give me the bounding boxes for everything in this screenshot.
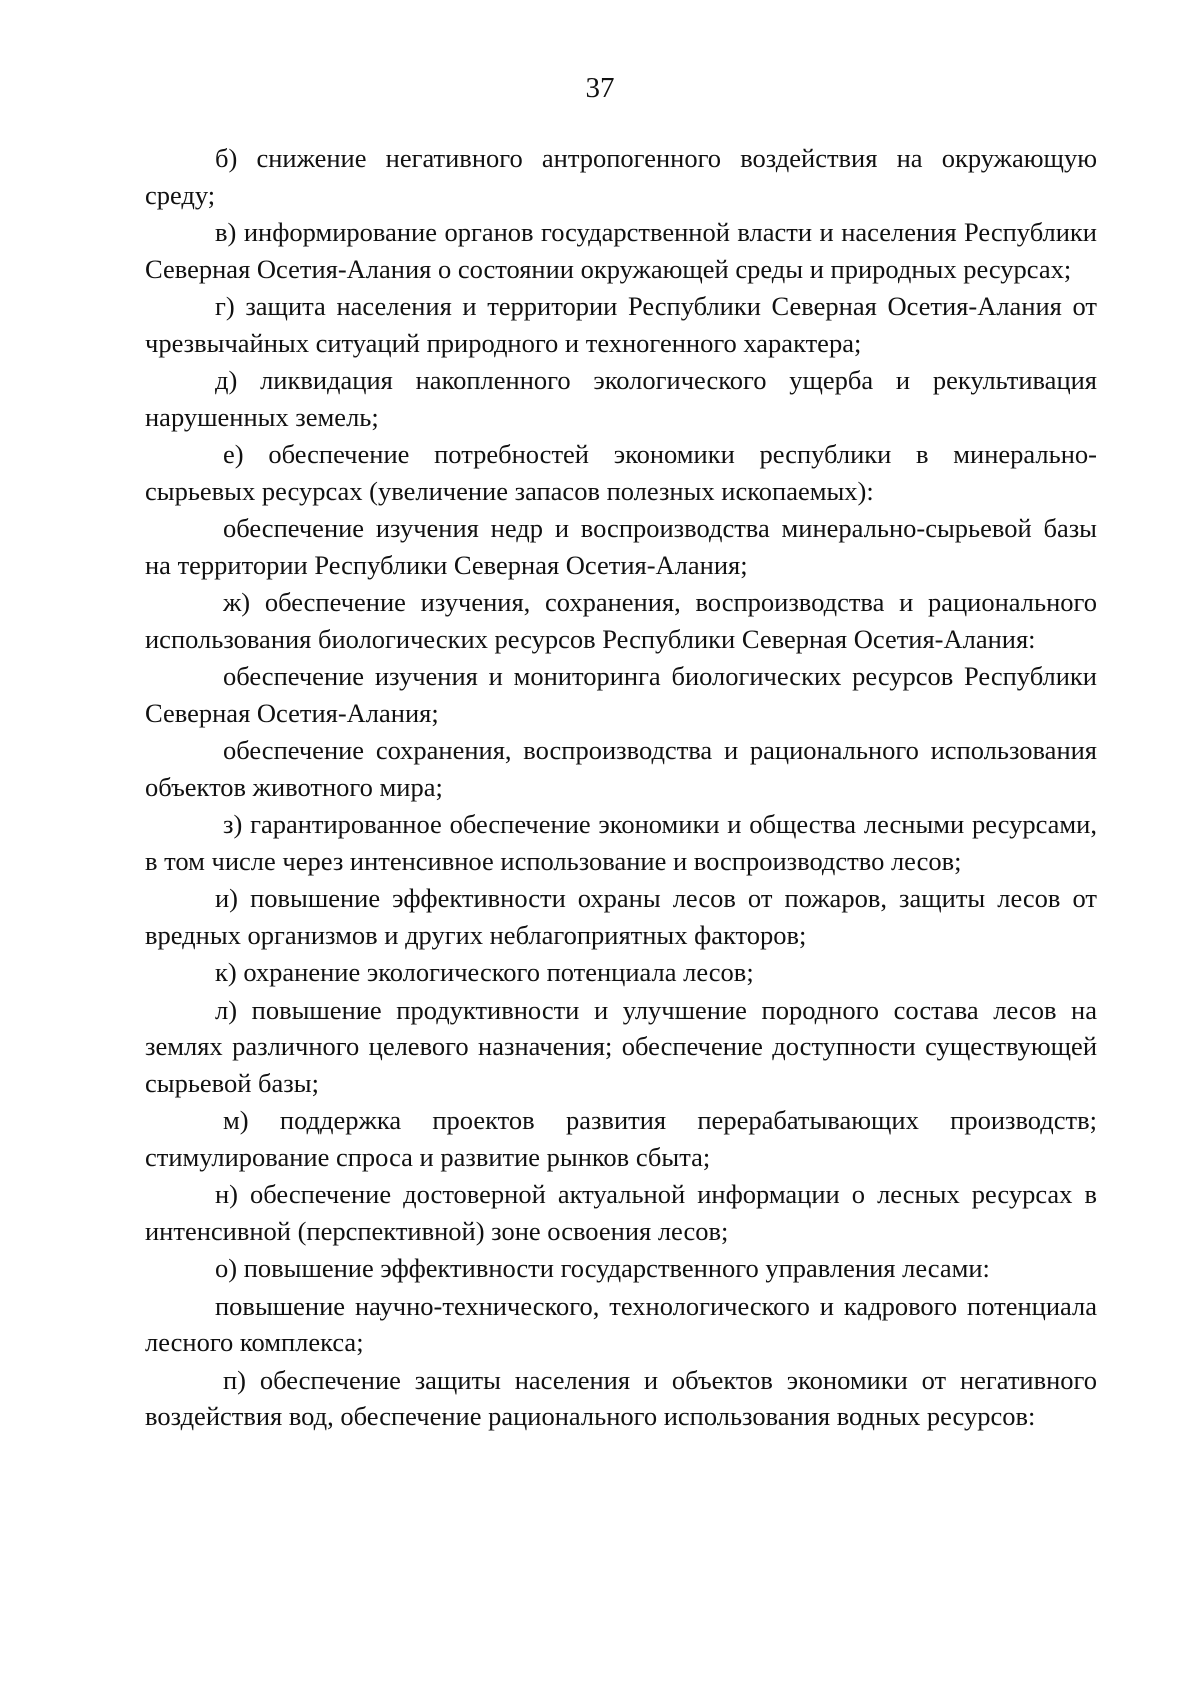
paragraph-d: д) ликвидация накопленного экологического ущерба и рекультивация нарушенных земель;: [145, 365, 1097, 432]
page-number: 37: [585, 72, 615, 104]
paragraph-e: е) обеспечение потребностей экономики республики в минерально-сырьевых ресурсах (увеличение запасов полезных ископаемых):: [145, 439, 1097, 506]
paragraph-k: к) охранение экологического потенциала лесов;: [215, 957, 754, 987]
paragraph-z: з) гарантированное обеспечение экономики и общества лесными ресурсами, в том числе через интенсивное использование и воспроизводство лесов;: [145, 809, 1097, 876]
paragraph-i: и) повышение эффективности охраны лесов от пожаров, защиты лесов от вредных организмов и других неблагоприятных факторов;: [145, 883, 1097, 950]
paragraph-m: м) поддержка проектов развития перерабатывающих производств; стимулирование спроса и развитие рынков сбыта;: [145, 1105, 1097, 1172]
paragraph-zh-sub-1: обеспечение изучения и мониторинга биологических ресурсов Республики Северная Осетия-Алания;: [145, 661, 1097, 728]
document-body: [145, 140, 1097, 1436]
paragraph-g: г) защита населения и территории Республики Северная Осетия-Алания от чрезвычайных ситуаций природного и техногенного характера;: [145, 291, 1097, 358]
paragraph-l: л) повышение продуктивности и улучшение породного состава лесов на землях различного целевого назначения; обеспечение доступности существующей сырьевой базы;: [145, 994, 1097, 1098]
paragraph-n: н) обеспечение достоверной актуальной информации о лесных ресурсах в интенсивной (перспективной) зоне освоения лесов;: [145, 1179, 1097, 1246]
paragraph-e-sub: обеспечение изучения недр и воспроизводства минерально-сырьевой базы на территории Республики Северная Осетия-Алания;: [145, 513, 1097, 580]
paragraph-p: п) обеспечение защиты населения и объектов экономики от негативного воздействия вод, обеспечение рационального использования водных ресурсов:: [145, 1364, 1097, 1431]
paragraph-v: в) информирование органов государственной власти и населения Республики Северная Осетия-Алания о состоянии окружающей среды и природных ресурсах;: [145, 217, 1097, 284]
paragraph-o: о) повышение эффективности государственного управления лесами:: [215, 1253, 990, 1283]
paragraph-zh-sub-2: обеспечение сохранения, воспроизводства и рационального использования объектов животного мира;: [145, 735, 1097, 802]
paragraph-zh: ж) обеспечение изучения, сохранения, воспроизводства и рационального использования биологических ресурсов Республики Северная Осетия-Алания:: [145, 587, 1097, 654]
paragraph-b: б) снижение негативного антропогенного воздействия на окружающую среду;: [145, 143, 1097, 210]
paragraph-o-sub: повышение научно-технического, технологического и кадрового потенциала лесного комплекса;: [145, 1290, 1097, 1357]
